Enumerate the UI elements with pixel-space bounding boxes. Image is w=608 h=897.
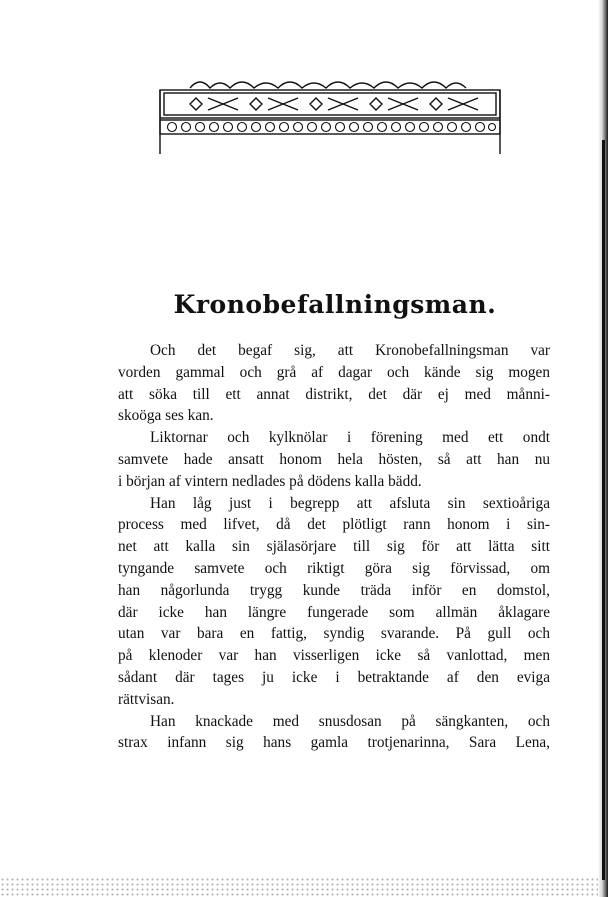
decorative-header-ornament — [150, 74, 510, 156]
text-line: samvete hade ansatt honom hela hösten, så att han nu — [118, 450, 550, 468]
text-line: Han knackade med snusdosan på sängkanten, och — [150, 712, 550, 730]
paragraph — [118, 493, 550, 711]
paragraph — [118, 340, 550, 427]
text-line: Han låg just i begrepp att afsluta sin sextioåriga — [150, 494, 550, 512]
text-line: han någorlunda trygg kunde träda inför en domstol, — [118, 581, 550, 599]
chapter-title: Kronobefallningsman. — [173, 290, 497, 319]
paragraph — [118, 711, 550, 755]
paragraph — [118, 427, 550, 492]
text-line: process med lifvet, då det plötligt rann honom i sin- — [118, 516, 550, 534]
text-line: på klenoder var han visserligen icke så vanlottad, men — [118, 647, 550, 665]
text-line: tyngande samvete och riktigt göra sig förvissad, om — [118, 559, 550, 577]
text-line: skoöga ses kan. — [118, 407, 214, 425]
text-line: vorden gammal och grå af dagar och kände sig mogen — [118, 363, 550, 381]
text-line: Liktornar och kylknölar i förening med ett ondt — [150, 429, 550, 447]
text-line: strax infann sig hans gamla trotjenarinna, Sara Lena, — [118, 734, 550, 752]
text-line: att söka till ett annat distrikt, det där ej med månni- — [118, 385, 550, 403]
text-line: i början af vintern nedlades på dödens kalla bädd. — [118, 472, 422, 490]
text-line: net att kalla sin själasörjare till sig för att lätta sitt — [118, 538, 550, 556]
text-line: rättvisan. — [118, 690, 175, 708]
text-line: sådant där tages ju icke i betraktande af den eviga — [118, 668, 550, 686]
body-text — [118, 340, 550, 754]
page-binding-edge — [602, 140, 605, 880]
text-line: Och det begaf sig, att Kronobefallningsman var — [150, 342, 550, 359]
text-line: där icke han längre fungerade som allmän åklagare — [118, 603, 550, 621]
page-bottom-edge — [0, 877, 608, 897]
text-line: utan var bara en fattig, syndig svarande. På gull och — [118, 625, 550, 643]
